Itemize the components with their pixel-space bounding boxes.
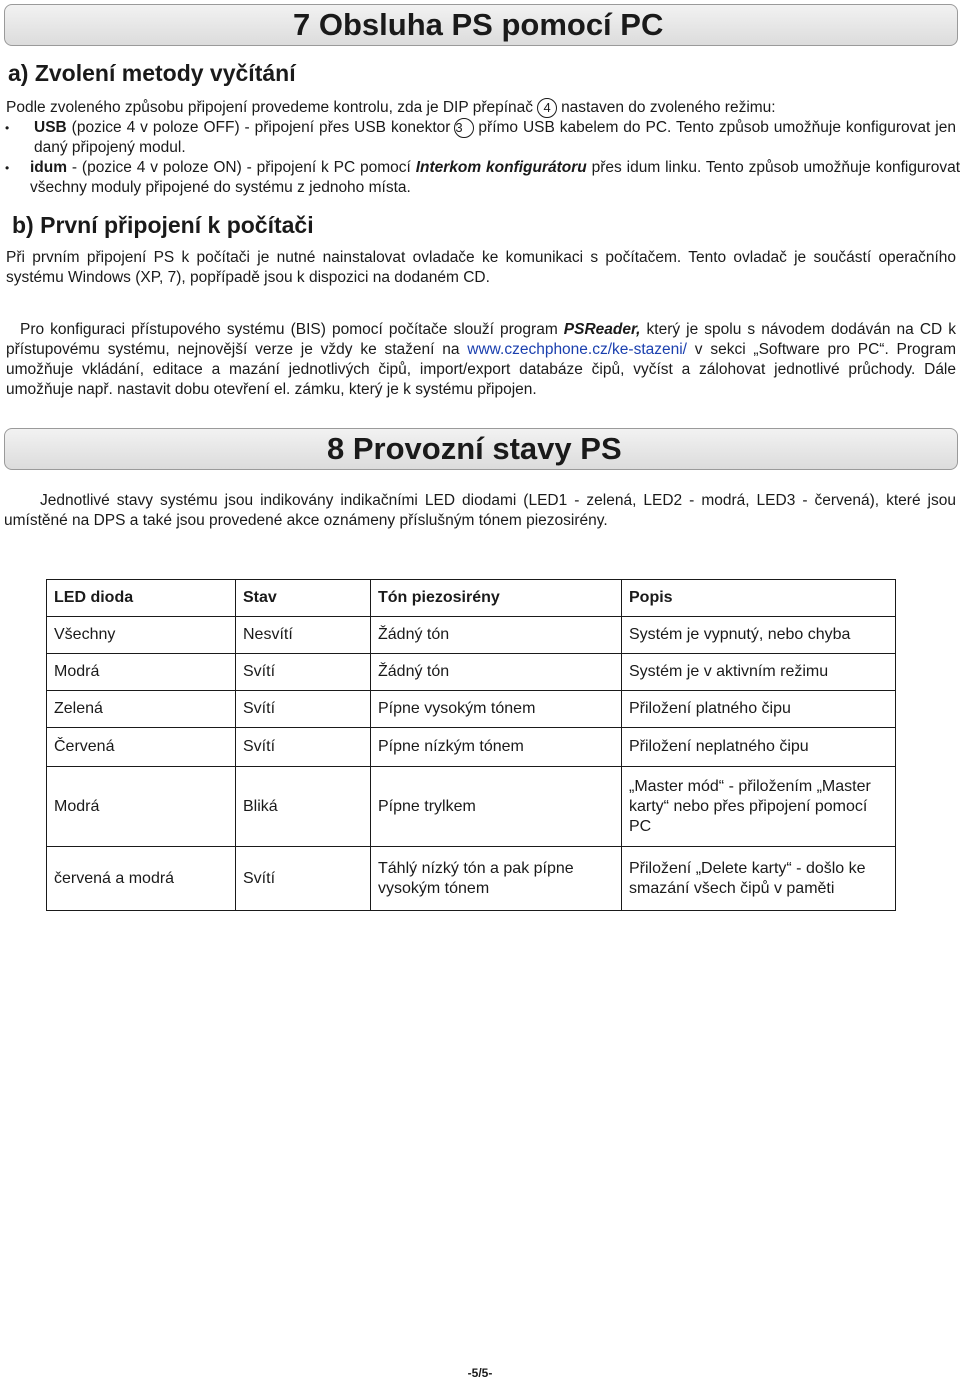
intro-text-before: Podle zvoleného způsobu připojení provedeme kontrolu, zda je DIP přepínač: [6, 99, 534, 116]
cell-led: Červená: [47, 728, 236, 767]
bullet-usb-label: USB: [34, 119, 67, 136]
cell-stav: Svítí: [236, 847, 371, 911]
cell-popis: Systém je vypnutý, nebo chyba: [622, 617, 896, 654]
cell-popis: Přiložení „Delete karty“ - došlo ke smazání všech čipů v paměti: [622, 847, 896, 911]
header-led-dioda: LED dioda: [54, 589, 134, 606]
cell-popis: „Master mód“ - přiložením „Master karty“ nebo přes připojení pomocí PC: [622, 767, 896, 847]
bullet-idum-label: idum: [30, 159, 68, 176]
header-popis: Popis: [629, 589, 673, 606]
cell-ton: Pípne nízkým tónem: [371, 728, 622, 767]
section-7-banner: [4, 4, 958, 46]
bullet-idum-text-after: přes idum linku. Tento způsob umožňuje konfigurovat všechny moduly připojené do systému z jednoho místa.: [30, 159, 960, 196]
bullet-idum-text-before: - (pozice 4 v poloze ON) - připojení k PC pomocí: [67, 159, 416, 176]
table-row: [47, 767, 896, 847]
bullet-usb: [34, 118, 956, 158]
page-number: -5/5-: [467, 1366, 493, 1380]
cell-stav: Svítí: [236, 691, 371, 728]
cell-led: Modrá: [47, 654, 236, 691]
bullet-usb-text-before: (pozice 4 v poloze OFF) - připojení přes USB konektor: [66, 119, 451, 136]
dip-switch-number-badge: 4: [537, 98, 557, 118]
cell-stav: Svítí: [236, 654, 371, 691]
section-8-title: 8 Provozní stavy PS: [327, 431, 622, 466]
subsection-a-intro: [6, 98, 956, 118]
cell-stav: Svítí: [236, 728, 371, 767]
download-link[interactable]: www.czechphone.cz/ke-stazeni/: [467, 341, 687, 358]
para2-text-mid: který je spolu s návodem dodáván na CD k přístupovému systému, nejnovější verze je vždy ke stažení na: [6, 321, 957, 358]
bullet-idum: [30, 158, 960, 198]
bullet-dot-2: •: [5, 161, 10, 175]
cell-popis: Přiložení platného čipu: [622, 691, 896, 728]
cell-ton: Žádný tón: [371, 617, 622, 654]
bullet-usb-text-after: přímo USB kabelem do PC. Tento způsob umožňuje konfigurovat jen daný připojený modul.: [34, 119, 956, 156]
table-row: [47, 691, 896, 728]
cell-stav: Bliká: [236, 767, 371, 847]
usb-connector-number-badge: 3: [454, 118, 474, 138]
section-8-intro: Jednotlivé stavy systému jsou indikovány indikačními LED diodami (LED1 - zelená, LED2 - modrá, LED3 - červená), které jsou umístěné na DPS a také jsou provedené akce oznámeny příslušným tónem piezosirény.: [4, 492, 956, 529]
cell-ton: Pípne trylkem: [371, 767, 622, 847]
subsection-b-paragraph-2: [6, 320, 956, 400]
led-states-table: [46, 579, 896, 911]
intro-text-after: nastaven do zvoleného režimu:: [561, 99, 776, 116]
cell-popis: Systém je v aktivním režimu: [622, 654, 896, 691]
cell-led: Modrá: [47, 767, 236, 847]
subsection-b-paragraph-1: Při prvním připojení PS k počítači je nutné nainstalovat ovladače ke komunikaci s počítačem. Tento ovladač je součástí operačního systému Windows (XP, 7), popřípadě jsou k dispozici na dodaném CD.: [6, 249, 956, 286]
cell-ton: Žádný tón: [371, 654, 622, 691]
cell-led: Všechny: [47, 617, 236, 654]
cell-ton: Pípne vysokým tónem: [371, 691, 622, 728]
subsection-a-heading: a) Zvolení metody vyčítání: [8, 60, 296, 86]
subsection-b-heading: b) První připojení k počítači: [12, 212, 314, 238]
para2-text-before: Pro konfiguraci přístupového systému (BIS) pomocí počítače slouží program: [20, 321, 564, 338]
table-header-row: [47, 580, 896, 617]
cell-popis: Přiložení neplatného čipu: [622, 728, 896, 767]
table-row: [47, 617, 896, 654]
cell-stav: Nesvítí: [236, 617, 371, 654]
cell-led: Zelená: [47, 691, 236, 728]
header-stav: Stav: [243, 589, 277, 606]
para2-text-after: v sekci „Software pro PC“. Program umožňuje vkládání, editace a mazání jednotlivých čipů, import/export databáze čipů, vyčíst a zálohovat jednotlivé průchody. Dále umožňuje např. nastavit dobu otevření el. zámku, který je k systému připojen.: [6, 341, 956, 398]
cell-led: červená a modrá: [47, 847, 236, 911]
section-7-title: 7 Obsluha PS pomocí PC: [293, 7, 664, 42]
psreader-program-name: PSReader,: [563, 321, 641, 338]
cell-ton: Táhlý nízký tón a pak pípne vysokým tónem: [371, 847, 622, 911]
header-ton: Tón piezosirény: [378, 589, 500, 606]
bullet-dot-1: •: [5, 121, 10, 135]
table-row: [47, 847, 896, 911]
table-row: [47, 728, 896, 767]
section-8-banner: [4, 428, 958, 470]
table-row: [47, 654, 896, 691]
interkom-configurator-name: Interkom konfigurátoru: [415, 159, 587, 176]
